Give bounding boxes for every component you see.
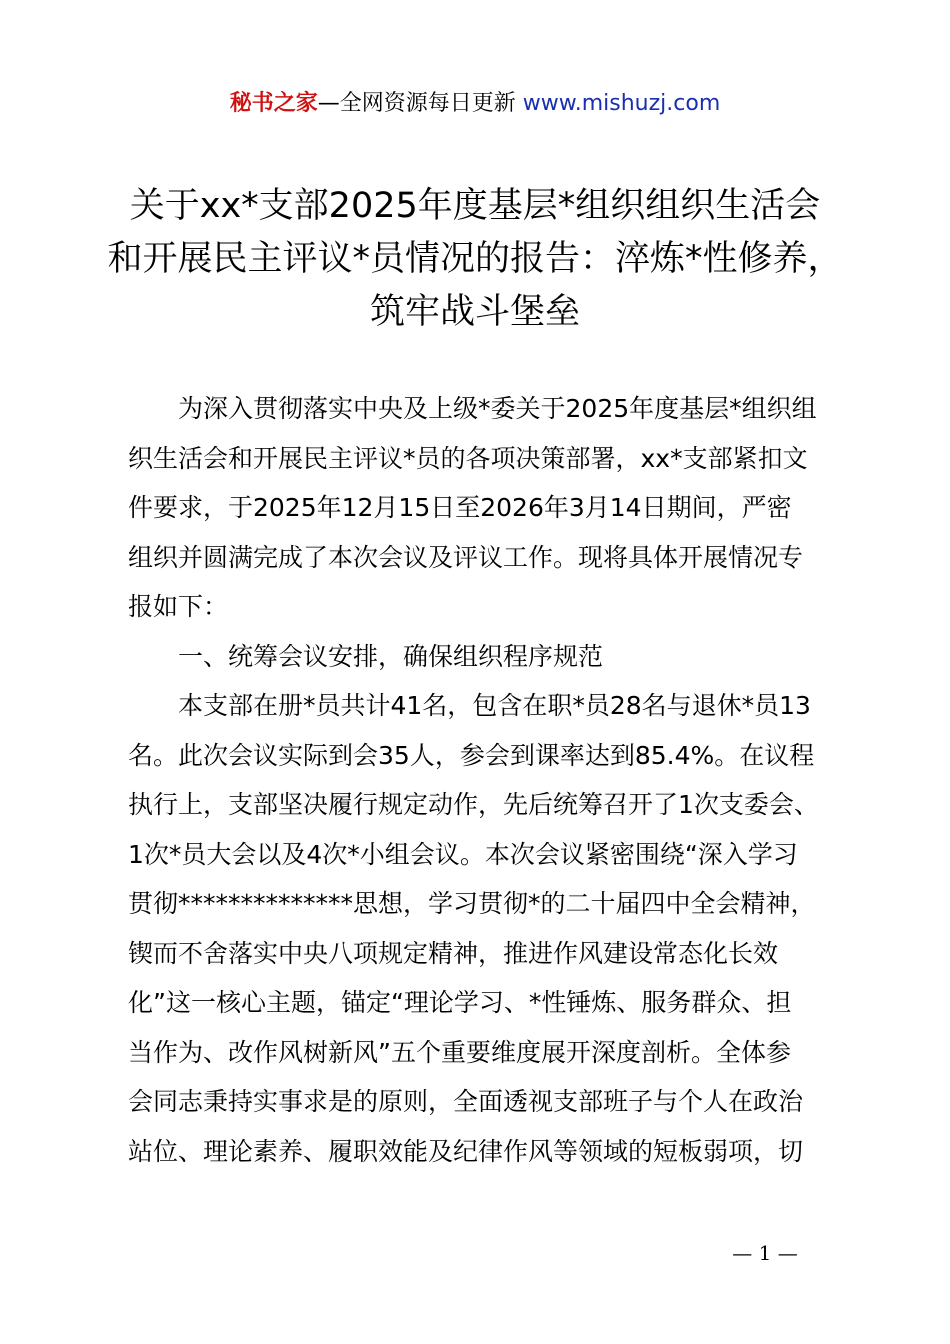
paragraph-line: 组织并圆满完成了本次会议及评议工作。现将具体开展情况专 xyxy=(128,542,804,572)
page-number: — 1 — xyxy=(732,1241,798,1265)
paragraph-line: 报如下： xyxy=(128,592,229,621)
document-body xyxy=(128,384,838,1176)
paragraph-line: 锲而不舍落实中央八项规定精神，推进作风建设常态化长效 xyxy=(128,938,779,968)
brand-name: 秘书之家 xyxy=(229,91,318,116)
banner-tagline: —全网资源每日更新 xyxy=(317,91,516,116)
site-link[interactable]: www.mishuzj.com xyxy=(522,91,721,116)
paragraph-line: 执行上，支部坚决履行规定动作，先后统筹召开了1次支委会、 xyxy=(128,790,819,819)
paragraph-line: 本支部在册*员共计41名，包含在职*员28名与退休*员13 xyxy=(178,691,811,720)
site-banner xyxy=(0,88,950,120)
section-heading: 一、统筹会议安排，确保组织程序规范 xyxy=(178,641,604,671)
paragraph-line: 件要求，于2025年12月15日至2026年3月14日期间，严密 xyxy=(128,493,792,522)
paragraph-line: 1次*员大会以及4次*小组会议。本次会议紧密围绕“深入学习 xyxy=(128,839,798,869)
title-line: 关于xx*支部2025年度基层*组织组织生活会 xyxy=(129,186,821,226)
document-title xyxy=(70,180,880,339)
paragraph-line: 化”这一核心主题，锚定“理论学习、*性锤炼、服务群众、担 xyxy=(128,988,792,1017)
title-line: 和开展民主评议*员情况的报告：淬炼*性修养， xyxy=(107,239,843,279)
paragraph-line: 名。此次会议实际到会35人，参会到课率达到85.4%。在议程 xyxy=(128,740,815,770)
paragraph-line: 贯彻**************思想，学习贯彻*的二十届四中全会精神， xyxy=(128,889,816,918)
title-line: 筑牢战斗堡垒 xyxy=(369,292,580,332)
paragraph-line: 织生活会和开展民主评议*员的各项决策部署，xx*支部紧扣文 xyxy=(128,443,808,473)
paragraph-line: 会同志秉持实事求是的原则，全面透视支部班子与个人在政治 xyxy=(128,1087,804,1116)
paragraph-line: 当作为、改作风树新风”五个重要维度展开深度剖析。全体参 xyxy=(128,1037,791,1067)
paragraph-line: 为深入贯彻落实中央及上级*委关于2025年度基层*组织组 xyxy=(178,394,817,423)
paragraph-line: 站位、理论素养、履职效能及纪律作风等领域的短板弱项，切 xyxy=(128,1136,804,1166)
